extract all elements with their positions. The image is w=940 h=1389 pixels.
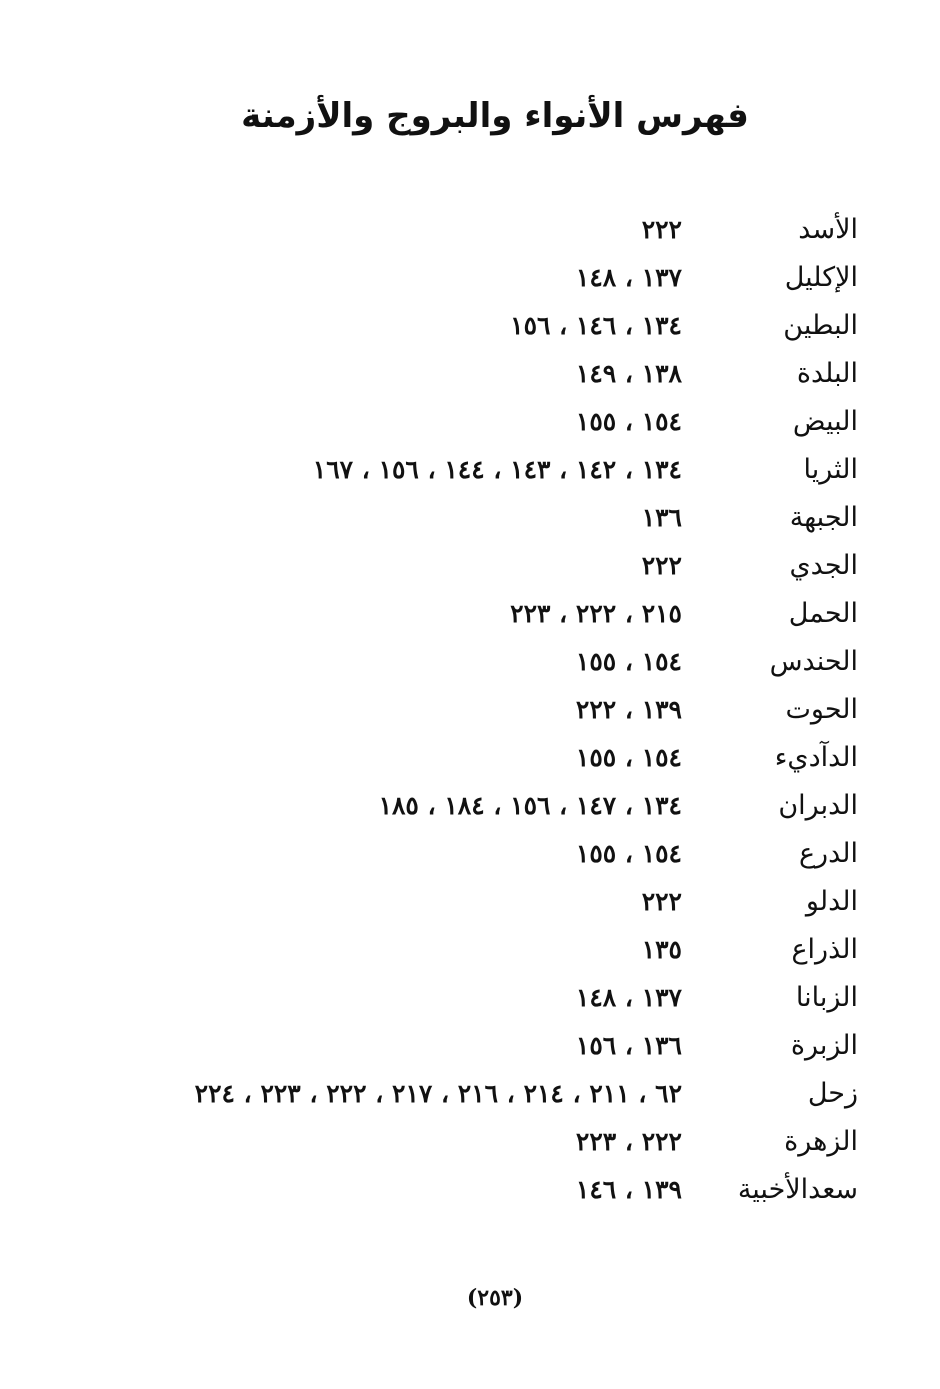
- entry-term: الذراع: [791, 934, 858, 965]
- index-entry: [0, 782, 940, 830]
- entry-pages: ٢٢٢: [641, 215, 682, 244]
- entry-term: الزبانا: [795, 982, 858, 1013]
- index-entry: [0, 1166, 940, 1214]
- entry-term: البيض: [792, 406, 858, 437]
- entry-pages: ١٣٤ ، ١٤٢ ، ١٤٣ ، ١٤٤ ، ١٥٦ ، ١٦٧: [312, 455, 682, 484]
- entry-pages: ١٣٩ ، ٢٢٢: [575, 695, 682, 724]
- entry-term: زحل: [807, 1078, 858, 1109]
- entry-pages: ١٥٤ ، ١٥٥: [575, 407, 682, 436]
- entry-pages: ١٣٩ ، ١٤٦: [575, 1175, 682, 1204]
- entry-pages: ٢٢٢ ، ٢٢٣: [575, 1127, 682, 1156]
- entry-pages: ١٣٨ ، ١٤٩: [575, 359, 682, 388]
- entry-pages: ١٣٦: [641, 503, 682, 532]
- entry-pages: ١٥٤ ، ١٥٥: [575, 839, 682, 868]
- index-list: [0, 206, 940, 1214]
- index-entry: [0, 590, 940, 638]
- index-entry: [0, 302, 940, 350]
- index-entry: [0, 542, 940, 590]
- index-entry: [0, 206, 940, 254]
- entry-term: البطين: [783, 310, 858, 341]
- entry-pages: ٦٢ ، ٢١١ ، ٢١٤ ، ٢١٦ ، ٢١٧ ، ٢٢٢ ، ٢٢٣ ، ٢٢٤: [194, 1079, 682, 1108]
- page-title: فهرس الأنواء والبروج والأزمنة: [241, 96, 749, 136]
- entry-term: الحمل: [788, 598, 858, 629]
- entry-term: الزهرة: [784, 1126, 858, 1157]
- entry-term: الزبرة: [790, 1030, 858, 1061]
- index-entry: [0, 1118, 940, 1166]
- index-entry: [0, 446, 940, 494]
- entry-pages: ٢٢٢: [641, 887, 682, 916]
- entry-pages: ١٥٤ ، ١٥٥: [575, 647, 682, 676]
- entry-term: الدآديء: [774, 742, 858, 773]
- entry-term: الجدي: [789, 550, 858, 581]
- index-entry: [0, 1070, 940, 1118]
- entry-pages: ١٥٤ ، ١٥٥: [575, 743, 682, 772]
- index-entry: [0, 350, 940, 398]
- entry-pages: ١٣٤ ، ١٤٧ ، ١٥٦ ، ١٨٤ ، ١٨٥: [378, 791, 682, 820]
- index-entry: [0, 734, 940, 782]
- entry-pages: ١٣٧ ، ١٤٨: [575, 983, 682, 1012]
- entry-term: الإكليل: [784, 262, 858, 293]
- index-entry: [0, 974, 940, 1022]
- entry-pages: ١٣٤ ، ١٤٦ ، ١٥٦: [510, 311, 682, 340]
- index-entry: [0, 398, 940, 446]
- entry-term: الأسد: [798, 214, 858, 245]
- entry-pages: ٢٢٢: [641, 551, 682, 580]
- entry-term: الدبران: [778, 790, 858, 821]
- entry-pages: ١٣٧ ، ١٤٨: [575, 263, 682, 292]
- entry-term: الدلو: [805, 886, 858, 917]
- page-number: (٢٥٣): [466, 1285, 524, 1311]
- index-entry: [0, 686, 940, 734]
- entry-pages: ١٣٦ ، ١٥٦: [575, 1031, 682, 1060]
- entry-term: الدرع: [798, 838, 858, 869]
- entry-term: البلدة: [796, 358, 858, 389]
- entry-term: سعدالأخبية: [737, 1174, 858, 1205]
- entry-term: الثريا: [803, 454, 858, 485]
- index-entry: [0, 494, 940, 542]
- index-entry: [0, 254, 940, 302]
- entry-pages: ٢١٥ ، ٢٢٢ ، ٢٢٣: [510, 599, 682, 628]
- index-entry: [0, 830, 940, 878]
- entry-term: الحوت: [785, 694, 858, 725]
- entry-term: الجبهة: [789, 502, 858, 533]
- index-entry: [0, 1022, 940, 1070]
- entry-pages: ١٣٥: [641, 935, 682, 964]
- index-entry: [0, 638, 940, 686]
- entry-term: الحندس: [769, 646, 858, 677]
- index-entry: [0, 878, 940, 926]
- index-entry: [0, 926, 940, 974]
